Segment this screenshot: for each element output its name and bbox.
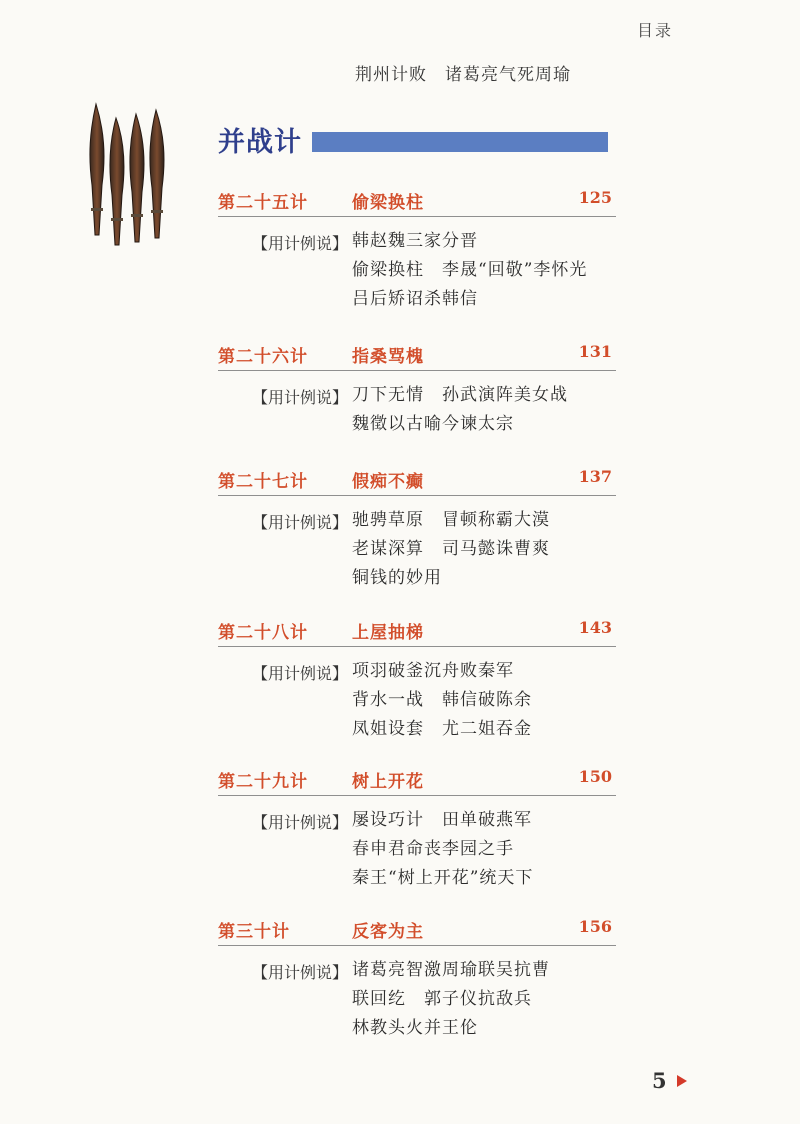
chapter-heading-row[interactable]: [218, 917, 616, 946]
example-entry[interactable]: 凤姐设套 尤二姐吞金: [352, 719, 532, 739]
examples-label: 【用计例说】: [252, 664, 349, 683]
example-entry[interactable]: 屡设巧计 田单破燕军: [352, 810, 532, 830]
chapter-heading-row[interactable]: [218, 342, 616, 371]
chapter-examples: [218, 810, 616, 897]
toc-chapter-29[interactable]: [218, 767, 616, 897]
chapter-number: 第二十九计: [218, 772, 308, 792]
example-entry[interactable]: 铜钱的妙用: [352, 568, 442, 588]
example-entry[interactable]: 秦王“树上开花”统天下: [352, 868, 534, 888]
chapter-number: 第三十计: [218, 922, 290, 942]
example-entry[interactable]: 吕后矫诏杀韩信: [352, 289, 478, 309]
examples-label: 【用计例说】: [252, 963, 349, 982]
chapter-examples: [218, 960, 616, 1047]
examples-label: 【用计例说】: [252, 234, 349, 253]
chapter-page-number: 131: [578, 342, 612, 361]
chapter-page-number: 143: [578, 618, 612, 637]
chapter-heading-row[interactable]: [218, 188, 616, 217]
chapter-heading-row[interactable]: [218, 767, 616, 796]
example-entry[interactable]: 韩赵魏三家分晋: [352, 231, 478, 251]
example-entry[interactable]: 春申君命丧李园之手: [352, 839, 514, 859]
chapter-heading-row[interactable]: [218, 618, 616, 647]
chapter-examples: [218, 510, 616, 597]
next-page-arrow-icon[interactable]: [677, 1075, 687, 1087]
chapter-heading-row[interactable]: [218, 467, 616, 496]
chapter-examples: [218, 231, 616, 318]
chapter-name[interactable]: 反客为主: [352, 922, 424, 942]
chapter-name[interactable]: 树上开花: [352, 772, 424, 792]
chapter-name[interactable]: 指桑骂槐: [352, 347, 424, 367]
page-footer: [652, 1068, 687, 1093]
chapter-name[interactable]: 偷梁换柱: [352, 193, 424, 213]
toc-chapter-26[interactable]: [218, 342, 616, 443]
examples-label: 【用计例说】: [252, 513, 349, 532]
chapter-number: 第二十七计: [218, 472, 308, 492]
chapter-page-number: 156: [578, 917, 612, 936]
section-title-bar: [312, 132, 608, 152]
example-entry[interactable]: 魏徵以古喻今谏太宗: [352, 414, 514, 434]
toc-chapter-25[interactable]: [218, 188, 616, 318]
chapter-number: 第二十八计: [218, 623, 308, 643]
toc-chapter-30[interactable]: [218, 917, 616, 1047]
example-entry[interactable]: 林教头火并王伦: [352, 1018, 478, 1038]
chapter-number: 第二十五计: [218, 193, 308, 213]
example-entry[interactable]: 刀下无情 孙武演阵美女战: [352, 385, 568, 405]
example-entry[interactable]: 老谋深算 司马懿诛曹爽: [352, 539, 550, 559]
page-number: 5: [652, 1068, 667, 1093]
chapter-page-number: 150: [578, 767, 612, 786]
toc-chapter-28[interactable]: [218, 618, 616, 748]
toc-chapter-27[interactable]: [218, 467, 616, 597]
example-entry[interactable]: 偷梁换柱 李晟“回敬”李怀光: [352, 260, 588, 280]
chapter-examples: [218, 661, 616, 748]
toc-header-label: 目录: [637, 21, 674, 40]
chapter-examples: [218, 385, 616, 443]
section-title: 并战计: [218, 127, 302, 158]
example-entry[interactable]: 背水一战 韩信破陈余: [352, 690, 532, 710]
example-entry[interactable]: 联回纥 郭子仪抗敌兵: [352, 989, 532, 1009]
examples-label: 【用计例说】: [252, 388, 349, 407]
example-entry[interactable]: 项羽破釜沉舟败秦军: [352, 661, 514, 681]
example-entry[interactable]: 驰骋草原 冒顿称霸大漠: [352, 510, 550, 530]
spearhead-illustration: [86, 100, 176, 250]
chapter-name[interactable]: 假痴不癫: [352, 472, 424, 492]
chapter-number: 第二十六计: [218, 347, 308, 367]
chapter-name[interactable]: 上屋抽梯: [352, 623, 424, 643]
example-entry[interactable]: 诸葛亮智激周瑜联吴抗曹: [352, 960, 550, 980]
previous-entry-line: 荆州计败 诸葛亮气死周瑜: [355, 65, 571, 85]
chapter-page-number: 125: [578, 188, 612, 207]
chapter-page-number: 137: [578, 467, 612, 486]
examples-label: 【用计例说】: [252, 813, 349, 832]
section-header: [218, 120, 608, 159]
